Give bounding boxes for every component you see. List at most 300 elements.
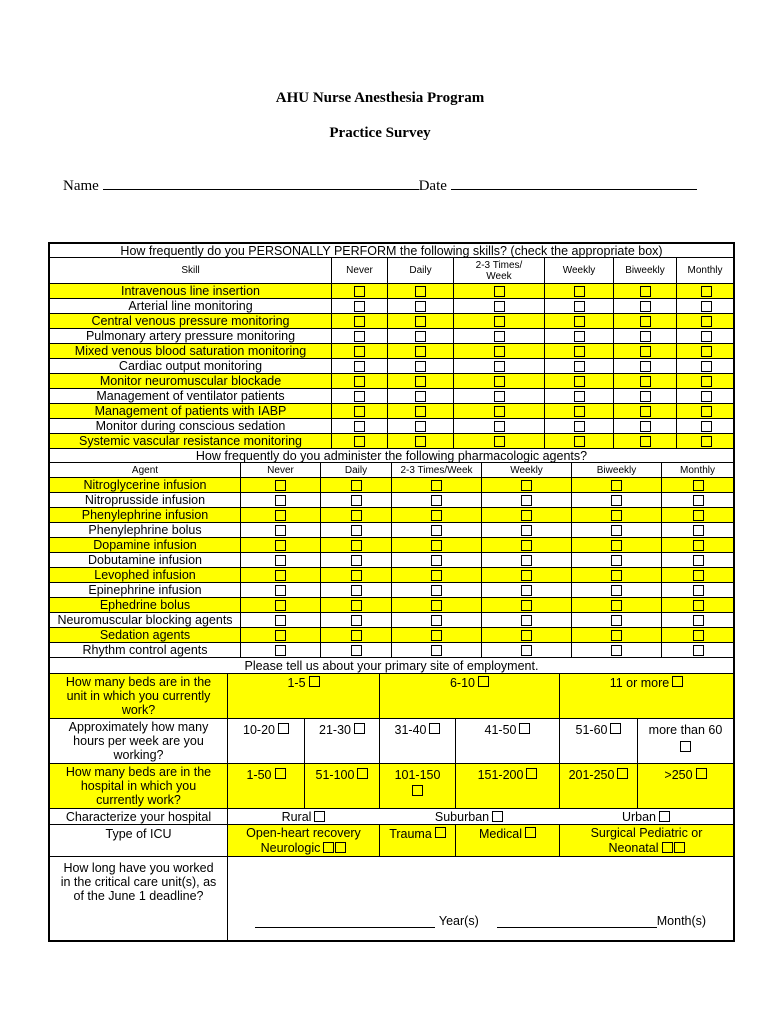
checkbox[interactable] [431,495,442,506]
skill-cell-monthly [676,299,735,313]
skill-cell-weekly [544,404,613,418]
checkbox[interactable] [521,585,532,596]
checkbox[interactable] [354,286,365,297]
checkbox[interactable] [354,346,365,357]
checkbox[interactable] [640,406,651,417]
checkbox[interactable] [354,376,365,387]
skill-cell-weekly [544,314,613,328]
skill-cell-daily [387,389,453,403]
checkbox[interactable] [429,723,440,734]
checkbox[interactable] [275,525,286,536]
skill-cell-biweekly [613,389,676,403]
checkbox[interactable] [611,630,622,641]
checkbox[interactable] [494,331,505,342]
agent-cell-never [240,493,320,507]
checkbox[interactable] [431,615,442,626]
agent-cell-2-3-times [391,478,481,492]
checkbox[interactable] [415,436,426,447]
agent-cell-2-3-times [391,538,481,552]
hours-question: Approximately how many hours per week are you working? [68,720,209,762]
hospital-beds-option-over-250[interactable]: >250 [637,764,733,808]
agent-cell-daily [320,538,391,552]
agents-col-weekly: Weekly [481,463,571,477]
checkbox[interactable] [278,723,289,734]
checkbox[interactable] [494,391,505,402]
checkbox[interactable] [354,391,365,402]
checkbox[interactable] [574,376,585,387]
skill-cell-biweekly [613,419,676,433]
agent-cell-daily [320,493,391,507]
checkbox[interactable] [494,406,505,417]
checkbox[interactable] [519,723,530,734]
checkbox[interactable] [351,615,362,626]
checkbox[interactable] [574,286,585,297]
checkbox[interactable] [701,376,712,387]
checkbox[interactable] [693,615,704,626]
checkbox[interactable] [640,421,651,432]
checkbox[interactable] [351,600,362,611]
skill-cell-never [331,419,387,433]
hours-option-21-30[interactable]: 21-30 [304,719,379,763]
checkbox[interactable] [611,525,622,536]
checkbox[interactable] [494,316,505,327]
skill-row [50,314,733,329]
checkbox[interactable] [640,301,651,312]
checkbox[interactable] [693,510,704,521]
skill-cell-daily [387,419,453,433]
checkbox[interactable] [494,361,505,372]
skill-row [50,299,733,314]
hospital-beds-option-201-250[interactable]: 201-250 [559,764,637,808]
hours-option-41-50[interactable]: 41-50 [455,719,559,763]
skill-cell-2-3-times [453,389,544,403]
checkbox[interactable] [431,480,442,491]
checkbox[interactable] [521,495,532,506]
agents-col-never: Never [240,463,320,477]
checkbox[interactable] [574,331,585,342]
checkbox[interactable] [415,391,426,402]
tenure-question: How long have you worked in the critical care unit(s), as of the June 1 deadline? [60,861,217,903]
hospital-beds-option-101-150[interactable]: 101-150 [379,764,455,808]
checkbox[interactable] [521,645,532,656]
agents-col-agent: Agent [131,464,159,476]
checkbox[interactable] [611,495,622,506]
checkbox[interactable] [701,346,712,357]
agent-cell-never [240,478,320,492]
checkbox[interactable] [701,406,712,417]
checkbox[interactable] [611,510,622,521]
agent-cell-biweekly [571,508,661,522]
checkbox[interactable] [494,376,505,387]
icu-type-option-surgical-pediatric-neonatal[interactable]: Surgical Pediatric or Neonatal [559,825,733,856]
checkbox[interactable] [275,768,286,779]
agent-cell-2-3-times [391,598,481,612]
checkbox[interactable] [351,525,362,536]
checkbox[interactable] [521,600,532,611]
hospital-beds-option-151-200[interactable]: 151-200 [455,764,559,808]
unit-beds-question: How many beds are in the unit in which you currently work? [65,675,212,717]
checkbox[interactable] [693,540,704,551]
checkbox[interactable] [680,741,691,752]
agent-row [50,493,733,508]
agent-label-dobutamine-infusion: Dobutamine infusion [88,553,202,567]
agent-cell-weekly [481,523,571,537]
checkbox[interactable] [323,842,334,853]
checkbox[interactable] [701,421,712,432]
skill-label-systemic-vascular-resistance-monitoring: Systemic vascular resistance monitoring [79,434,302,448]
unit-beds-option-11-or-more[interactable]: 11 or more [559,674,733,718]
checkbox[interactable] [494,436,505,447]
skill-cell-never [331,299,387,313]
agent-row [50,583,733,598]
skill-cell-monthly [676,344,735,358]
checkbox[interactable] [693,480,704,491]
checkbox[interactable] [494,301,505,312]
agent-cell-biweekly [571,628,661,642]
checkbox[interactable] [674,842,685,853]
skill-cell-monthly [676,434,735,448]
checkbox[interactable] [415,316,426,327]
checkbox[interactable] [611,600,622,611]
checkbox[interactable] [521,615,532,626]
checkbox[interactable] [693,630,704,641]
skill-cell-never [331,344,387,358]
checkbox[interactable] [354,301,365,312]
agent-cell-weekly [481,508,571,522]
agent-cell-monthly [661,508,735,522]
skills-col-weekly: Weekly [544,258,613,283]
checkbox[interactable] [275,480,286,491]
checkbox[interactable] [640,331,651,342]
checkbox[interactable] [611,570,622,581]
checkbox[interactable] [701,286,712,297]
checkbox[interactable] [351,585,362,596]
checkbox[interactable] [351,540,362,551]
checkbox[interactable] [574,436,585,447]
name-date-row [63,176,697,195]
skill-cell-monthly [676,419,735,433]
agent-cell-daily [320,643,391,657]
skill-row [50,434,733,449]
skill-cell-never [331,329,387,343]
checkbox[interactable] [415,376,426,387]
hospital-beds-option-1-50[interactable]: 1-50 [227,764,304,808]
agent-cell-biweekly [571,598,661,612]
checkbox[interactable] [611,615,622,626]
checkbox[interactable] [314,811,325,822]
checkbox[interactable] [701,301,712,312]
checkbox[interactable] [351,510,362,521]
skill-label-mixed-venous-blood-saturation-monitoring: Mixed venous blood saturation monitoring [74,344,307,358]
checkbox[interactable] [701,331,712,342]
form-title: AHU Nurse Anesthesia Program [275,90,485,106]
checkbox[interactable] [640,316,651,327]
hospital-type-option-urban[interactable]: Urban [559,809,733,824]
checkbox[interactable] [354,361,365,372]
hours-option-51-60[interactable]: 51-60 [559,719,637,763]
checkbox[interactable] [610,723,621,734]
checkbox[interactable] [701,436,712,447]
checkbox[interactable] [617,768,628,779]
checkbox[interactable] [351,495,362,506]
checkbox[interactable] [415,361,426,372]
checkbox[interactable] [412,785,423,796]
checkbox[interactable] [351,645,362,656]
agent-cell-biweekly [571,523,661,537]
checkbox[interactable] [309,676,320,687]
checkbox[interactable] [415,331,426,342]
checkbox[interactable] [640,286,651,297]
checkbox[interactable] [415,346,426,357]
skill-label-central-venous-pressure-monitoring: Central venous pressure monitoring [91,314,290,328]
agent-row [50,523,733,538]
icu-type-option-open-heart-neurologic[interactable]: Open-heart recovery Neurologic [227,825,379,856]
icu-type-row [50,825,733,857]
icu-type-option-medical[interactable]: Medical [455,825,559,856]
checkbox[interactable] [275,645,286,656]
agent-cell-never [240,538,320,552]
skills-col-skill: Skill [181,265,200,276]
checkbox[interactable] [494,421,505,432]
checkbox[interactable] [351,570,362,581]
months-field[interactable] [497,927,657,928]
hospital-type-option-rural[interactable]: Rural [227,809,379,824]
checkbox[interactable] [693,525,704,536]
skill-cell-weekly [544,299,613,313]
checkbox[interactable] [431,525,442,536]
checkbox[interactable] [574,421,585,432]
checkbox[interactable] [275,540,286,551]
checkbox[interactable] [431,540,442,551]
checkbox[interactable] [521,480,532,491]
checkbox[interactable] [701,361,712,372]
checkbox[interactable] [494,286,505,297]
icu-type-option-trauma[interactable]: Trauma [379,825,455,856]
agent-cell-monthly [661,598,735,612]
name-field[interactable] [103,176,419,190]
checkbox[interactable] [431,555,442,566]
checkbox[interactable] [701,391,712,402]
checkbox[interactable] [701,316,712,327]
hospital-beds-question: How many beds are in the hospital in which you currently work? [65,765,212,807]
skill-row [50,374,733,389]
skill-cell-never [331,389,387,403]
checkbox[interactable] [351,555,362,566]
agent-row [50,598,733,613]
checkbox[interactable] [521,525,532,536]
agent-cell-never [240,613,320,627]
checkbox[interactable] [640,376,651,387]
checkbox[interactable] [431,510,442,521]
agent-cell-daily [320,568,391,582]
checkbox[interactable] [659,811,670,822]
checkbox[interactable] [275,630,286,641]
checkbox[interactable] [696,768,707,779]
skill-cell-weekly [544,389,613,403]
unit-beds-option-1-5[interactable]: 1-5 [227,674,379,718]
checkbox[interactable] [354,723,365,734]
skill-label-management-of-ventilator-patients: Management of ventilator patients [96,389,285,403]
unit-beds-option-6-10[interactable]: 6-10 [379,674,559,718]
checkbox[interactable] [611,645,622,656]
skill-cell-daily [387,329,453,343]
date-field[interactable] [451,176,697,190]
agent-cell-daily [320,523,391,537]
hours-option-more-than-60[interactable]: more than 60 [637,719,733,763]
checkbox[interactable] [521,555,532,566]
checkbox[interactable] [693,585,704,596]
checkbox[interactable] [354,331,365,342]
skill-row [50,359,733,374]
checkbox[interactable] [354,421,365,432]
agent-row [50,553,733,568]
checkbox[interactable] [275,555,286,566]
skill-label-management-of-patients-with-iabp: Management of patients with IABP [94,404,287,418]
agents-question: How frequently do you administer the following pharmacologic agents? [195,449,588,462]
agent-cell-monthly [661,643,735,657]
checkbox[interactable] [611,555,622,566]
checkbox[interactable] [521,570,532,581]
hospital-type-question: Characterize your hospital [65,809,212,824]
checkbox[interactable] [640,346,651,357]
agents-header-row [50,463,733,478]
checkbox[interactable] [693,645,704,656]
checkbox[interactable] [431,630,442,641]
checkbox[interactable] [354,406,365,417]
checkbox[interactable] [574,316,585,327]
agent-cell-weekly [481,538,571,552]
skill-cell-never [331,374,387,388]
agent-cell-weekly [481,613,571,627]
checkbox[interactable] [354,316,365,327]
skill-cell-daily [387,434,453,448]
checkbox[interactable] [478,676,489,687]
checkbox[interactable] [525,827,536,838]
checkbox[interactable] [335,842,346,853]
checkbox[interactable] [492,811,503,822]
agent-cell-never [240,568,320,582]
skills-col-2-3-times: 2-3 Times/ Week [453,258,544,283]
checkbox[interactable] [521,510,532,521]
checkbox[interactable] [574,346,585,357]
skills-col-monthly: Monthly [676,258,733,283]
hours-option-31-40[interactable]: 31-40 [379,719,455,763]
skill-cell-monthly [676,329,735,343]
checkbox[interactable] [611,585,622,596]
checkbox[interactable] [611,540,622,551]
agent-cell-daily [320,583,391,597]
skills-header-row [50,258,733,284]
checkbox[interactable] [526,768,537,779]
agent-row [50,538,733,553]
checkbox[interactable] [275,495,286,506]
hospital-type-option-suburban[interactable]: Suburban [379,809,559,824]
checkbox[interactable] [275,585,286,596]
agent-cell-daily [320,508,391,522]
skill-cell-weekly [544,359,613,373]
agent-cell-daily [320,613,391,627]
checkbox[interactable] [275,615,286,626]
agent-cell-never [240,583,320,597]
skill-cell-biweekly [613,374,676,388]
checkbox[interactable] [574,406,585,417]
checkbox[interactable] [574,361,585,372]
checkbox[interactable] [351,630,362,641]
checkbox[interactable] [662,842,673,853]
agent-cell-daily [320,598,391,612]
agent-label-neuromuscular-blocking-agents: Neuromuscular blocking agents [57,613,233,627]
checkbox[interactable] [574,301,585,312]
years-field[interactable] [255,927,435,928]
checkbox[interactable] [415,286,426,297]
checkbox[interactable] [494,346,505,357]
skill-cell-never [331,359,387,373]
agent-cell-2-3-times [391,613,481,627]
employment-heading-row [50,658,733,674]
checkbox[interactable] [415,406,426,417]
agent-cell-2-3-times [391,583,481,597]
agents-col-daily: Daily [320,463,391,477]
checkbox[interactable] [435,827,446,838]
checkbox[interactable] [275,600,286,611]
agent-label-nitroprusside-infusion: Nitroprusside infusion [84,493,206,507]
skill-cell-daily [387,374,453,388]
hours-row [50,719,733,764]
agent-label-nitroglycerine-infusion: Nitroglycerine infusion [83,478,207,492]
checkbox[interactable] [431,570,442,581]
checkbox[interactable] [693,600,704,611]
agent-cell-2-3-times [391,568,481,582]
agent-cell-monthly [661,628,735,642]
checkbox[interactable] [574,391,585,402]
hospital-beds-option-51-100[interactable]: 51-100 [304,764,379,808]
survey-table [48,242,735,942]
checkbox[interactable] [521,540,532,551]
checkbox[interactable] [640,391,651,402]
checkbox[interactable] [693,570,704,581]
checkbox[interactable] [672,676,683,687]
agent-cell-never [240,598,320,612]
checkbox[interactable] [693,495,704,506]
checkbox[interactable] [275,570,286,581]
skill-cell-monthly [676,389,735,403]
skill-cell-2-3-times [453,404,544,418]
checkbox[interactable] [611,480,622,491]
checkbox[interactable] [640,361,651,372]
agent-cell-biweekly [571,568,661,582]
agent-cell-biweekly [571,553,661,567]
agent-cell-monthly [661,568,735,582]
agent-cell-weekly [481,493,571,507]
checkbox[interactable] [351,480,362,491]
agent-label-rhythm-control-agents: Rhythm control agents [82,643,208,657]
checkbox[interactable] [354,436,365,447]
checkbox[interactable] [431,645,442,656]
checkbox[interactable] [521,630,532,641]
skill-cell-biweekly [613,434,676,448]
skill-row [50,389,733,404]
checkbox[interactable] [415,301,426,312]
checkbox[interactable] [431,585,442,596]
checkbox[interactable] [357,768,368,779]
skill-row [50,419,733,434]
checkbox[interactable] [275,510,286,521]
checkbox[interactable] [693,555,704,566]
checkbox[interactable] [640,436,651,447]
hours-option-10-20[interactable]: 10-20 [227,719,304,763]
checkbox[interactable] [431,600,442,611]
checkbox[interactable] [415,421,426,432]
